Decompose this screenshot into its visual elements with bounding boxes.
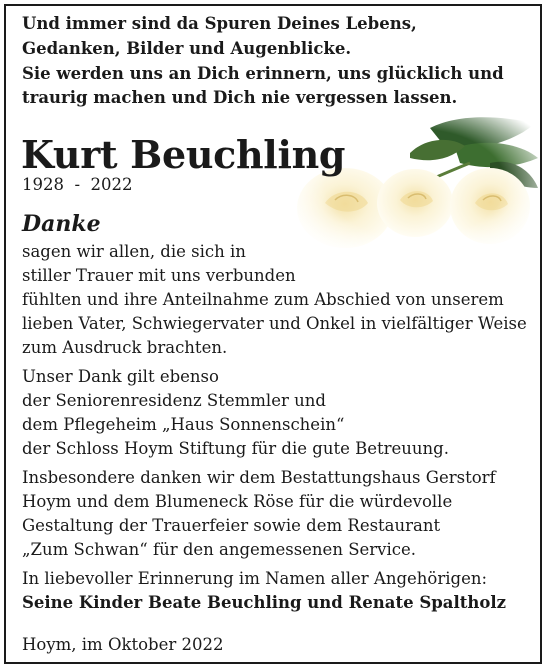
text-line: Insbesondere danken wir dem Bestattungshaus Gerstorf (22, 468, 496, 487)
poem-line: Und immer sind da Spuren Deines Lebens, (22, 14, 417, 33)
poem-line: Sie werden uns an Dich erinnern, uns glücklich und (22, 64, 504, 83)
signers: Seine Kinder Beate Beuchling und Renate Spaltholz (22, 593, 507, 612)
text-line: Unser Dank gilt ebenso (22, 367, 219, 386)
text-line: sagen wir allen, die sich in (22, 242, 246, 261)
text-line: der Schloss Hoym Stiftung für die gute Betreuung. (22, 439, 449, 458)
thanks-heading: Danke (22, 211, 101, 237)
place-date: Hoym, im Oktober 2022 (22, 635, 224, 654)
poem-line: traurig machen und Dich nie vergessen lassen. (22, 88, 458, 107)
text-line: Gestaltung der Trauerfeier sowie dem Restaurant (22, 516, 441, 535)
deceased-name: Kurt Beuchling (21, 132, 346, 177)
closing-line: In liebevoller Erinnerung im Namen aller Angehörigen: (22, 569, 488, 588)
text-line: zum Ausdruck brachten. (22, 338, 228, 357)
text-line: der Seniorenresidenz Stemmler und (22, 391, 326, 410)
poem-line: Gedanken, Bilder und Augenblicke. (22, 39, 352, 58)
text-line: „Zum Schwan“ für den angemessenen Service. (22, 540, 417, 559)
text-line: dem Pflegeheim „Haus Sonnenschein“ (22, 415, 345, 434)
white-roses-image (290, 108, 540, 258)
text-line: Hoym und dem Blumeneck Röse für die würdevolle (22, 492, 453, 511)
life-years: 1928 - 2022 (22, 175, 133, 194)
text-line: stiller Trauer mit uns verbunden (22, 266, 296, 285)
text-line: fühlten und ihre Anteilnahme zum Abschied von unserem (22, 290, 504, 309)
text-line: lieben Vater, Schwiegervater und Onkel in vielfältiger Weise (22, 314, 527, 333)
